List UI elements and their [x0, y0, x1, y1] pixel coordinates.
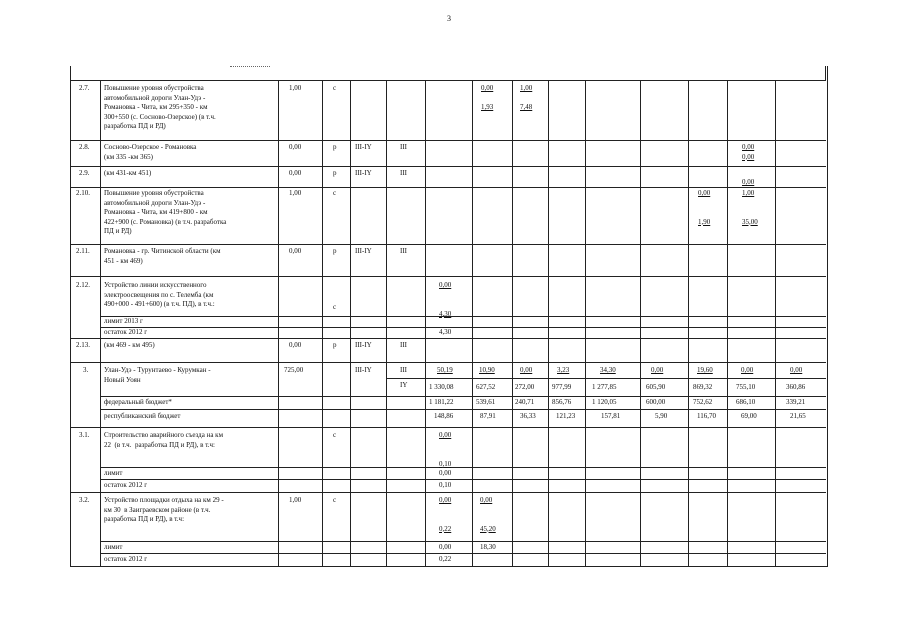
row-category: IY	[400, 381, 408, 389]
row-value: 148,86	[434, 412, 454, 420]
row-category: III-IY	[355, 247, 372, 255]
row-type: с	[333, 431, 337, 439]
row-name: (км 431-км 451)	[104, 169, 152, 177]
row-value: 0,10	[439, 481, 452, 489]
row-number: 2.9.	[79, 169, 90, 177]
row-category: III-IY	[355, 143, 372, 151]
row-value: 1 181,22	[429, 398, 454, 406]
row-value: 0,00 45,20	[480, 496, 496, 533]
col-divider	[640, 80, 641, 566]
row-value: 1 120,05	[592, 398, 617, 406]
row-length: 0,00	[289, 341, 302, 349]
row-value: 0,22	[439, 555, 452, 563]
row-value: 3,23	[557, 366, 570, 374]
row-value: 686,10	[736, 398, 756, 406]
row-name: Повышение уровня обустройства автомобильной дороги Улан-Удэ - Романовка - Чита, км 295+350 - км 300+550 (с. Сосново-Озерское) (в т.ч. разработка ПД и РД)	[104, 84, 216, 130]
row-value: 157,81	[601, 412, 621, 420]
row-divider	[100, 467, 826, 468]
row-value: 0,00 0,10	[439, 431, 452, 468]
col-divider	[100, 80, 101, 566]
row-name: лимит 2013 г	[104, 317, 143, 325]
row-value: 10,90	[479, 366, 495, 374]
row-value: 0,00 4,30	[439, 281, 452, 318]
row-value: 0,00	[741, 366, 754, 374]
row-category: III-IY	[355, 169, 372, 177]
row-value: 1,00 35,00	[742, 189, 758, 226]
row-value: 87,91	[480, 412, 496, 420]
row-value: 1,00 7,48	[520, 84, 533, 111]
row-value: 0,00	[520, 366, 533, 374]
row-divider	[70, 140, 826, 141]
row-name: Устройство линии искусственного электроосвещения по с. Телемба (км 490+000 - 491+600) (в т.ч. ПД), в т.ч.:	[104, 281, 215, 308]
row-category: III	[400, 169, 407, 177]
row-divider	[70, 276, 826, 277]
row-divider	[100, 409, 826, 410]
row-name: лимит	[104, 543, 123, 551]
row-value: 240,71	[515, 398, 535, 406]
row-divider	[100, 541, 826, 542]
row-name: федеральный бюджет*	[104, 398, 172, 406]
row-divider	[70, 362, 826, 363]
row-divider	[70, 492, 826, 493]
row-divider	[100, 396, 826, 397]
row-value: 977,99	[552, 383, 572, 391]
row-name: Сосново-Озерское - Романовка (км 335 -км 365)	[104, 143, 197, 161]
row-value: 755,10	[736, 383, 756, 391]
row-value: 0,00	[742, 178, 755, 186]
row-value: 0,00	[439, 543, 452, 551]
col-divider	[775, 80, 776, 566]
row-value: 627,52	[476, 383, 496, 391]
row-value: 1 330,08	[429, 383, 454, 391]
row-type: р	[333, 143, 337, 151]
row-name: Улан-Удэ - Турунтаево - Курумкан - Новый Уоян	[104, 366, 211, 384]
row-value: 539,61	[476, 398, 496, 406]
row-length: 725,00	[284, 366, 304, 374]
row-value: 339,21	[786, 398, 806, 406]
row-category: III-IY	[355, 366, 372, 374]
row-value: 0,00 0,22	[439, 496, 452, 533]
row-type: р	[333, 247, 337, 255]
col-divider	[386, 80, 387, 566]
row-value: 605,90	[646, 383, 666, 391]
row-name: остаток 2012 г	[104, 328, 148, 336]
row-value: 1 277,85	[592, 383, 617, 391]
col-divider	[70, 66, 71, 80]
row-divider	[70, 166, 826, 167]
row-divider	[70, 80, 826, 81]
row-value: 5,90	[655, 412, 668, 420]
row-category: III-IY	[355, 341, 372, 349]
row-number: 3.	[83, 366, 89, 374]
row-name: (км 469 - км 495)	[104, 341, 155, 349]
row-category: III	[400, 366, 407, 374]
row-value: 50,19	[437, 366, 453, 374]
row-name: Устройство площадки отдыха на км 29 - км 30 в Заиграевском районе (в т.ч. разработка ПД и РД), в т.ч:	[104, 496, 224, 523]
row-value: 0,00	[439, 469, 452, 477]
row-length: 1,00	[289, 189, 302, 197]
row-type: с	[333, 303, 337, 311]
row-value: 0,00	[651, 366, 664, 374]
row-value: 856,76	[552, 398, 572, 406]
row-divider	[386, 378, 826, 379]
col-divider	[585, 80, 586, 566]
col-divider	[425, 80, 426, 566]
row-value: 19,60	[697, 366, 713, 374]
row-length: 1,00	[289, 496, 302, 504]
row-divider	[70, 427, 826, 428]
col-divider	[825, 66, 826, 80]
row-category: III	[400, 341, 407, 349]
col-divider	[350, 80, 351, 566]
row-number: 3.1.	[79, 431, 90, 439]
col-divider	[472, 80, 473, 566]
row-divider	[100, 553, 826, 554]
col-divider	[548, 80, 549, 566]
row-name: Строительство аварийного съезда на км 22 (в т.ч. разработка ПД и РД), в т.ч:	[104, 431, 224, 449]
col-divider	[727, 80, 728, 566]
row-category: III	[400, 143, 407, 151]
row-value: 69,00	[741, 412, 757, 420]
row-value: 0,00 1,93	[481, 84, 494, 111]
row-name: Романовка - гр. Читинской области (км 451 - км 469)	[104, 247, 221, 265]
row-value: 36,33	[520, 412, 536, 420]
row-value: 21,65	[790, 412, 806, 420]
row-divider	[100, 479, 826, 480]
row-type: с	[333, 496, 337, 504]
row-divider	[70, 338, 826, 339]
row-number: 2.12.	[76, 281, 90, 289]
row-length: 0,00	[289, 247, 302, 255]
row-number: 2.7.	[79, 84, 90, 92]
row-value: 0,00 1,90	[698, 189, 711, 226]
row-value: 869,32	[693, 383, 713, 391]
row-number: 2.8.	[79, 143, 90, 151]
row-number: 2.11.	[76, 247, 90, 255]
row-divider	[70, 187, 826, 188]
row-length: 0,00	[289, 143, 302, 151]
row-name: остаток 2012 г	[104, 555, 148, 563]
row-type: с	[333, 84, 337, 92]
row-name: Повышение уровня обустройства автомобильной дороги Улан-Удэ - Романовка - Чита, км 419+800 - км 422+900 (с. Романовка) (в т.ч. разработка ПД и РД)	[104, 189, 227, 235]
row-category: III	[400, 247, 407, 255]
row-value: 18,30	[480, 543, 496, 551]
row-name: республиканский бюджет	[104, 412, 181, 420]
row-divider	[70, 244, 826, 245]
row-type: р	[333, 341, 337, 349]
col-divider	[512, 80, 513, 566]
page-number: 3	[447, 14, 451, 23]
col-divider	[688, 80, 689, 566]
row-value: 121,23	[556, 412, 576, 420]
row-value: 4,30	[439, 328, 452, 336]
row-value: 34,30	[600, 366, 616, 374]
row-type: р	[333, 169, 337, 177]
row-value: 752,62	[693, 398, 713, 406]
row-value: 360,86	[786, 383, 806, 391]
row-length: 0,00	[289, 169, 302, 177]
row-value: 0,00 0,00	[742, 143, 755, 161]
row-name: остаток 2012 г	[104, 481, 148, 489]
row-number: 2.13.	[76, 341, 90, 349]
row-name: лимит	[104, 469, 123, 477]
row-length: 1,00	[289, 84, 302, 92]
row-value: 600,00	[646, 398, 666, 406]
row-value: 116,70	[697, 412, 716, 420]
row-value: 272,00	[515, 383, 535, 391]
row-type: с	[333, 189, 337, 197]
col-divider	[278, 80, 279, 566]
row-value: 0,00	[790, 366, 803, 374]
row-number: 2.10.	[76, 189, 90, 197]
col-divider	[322, 80, 323, 566]
row-divider	[100, 327, 826, 328]
row-divider	[100, 316, 826, 317]
row-number: 3.2.	[79, 496, 90, 504]
